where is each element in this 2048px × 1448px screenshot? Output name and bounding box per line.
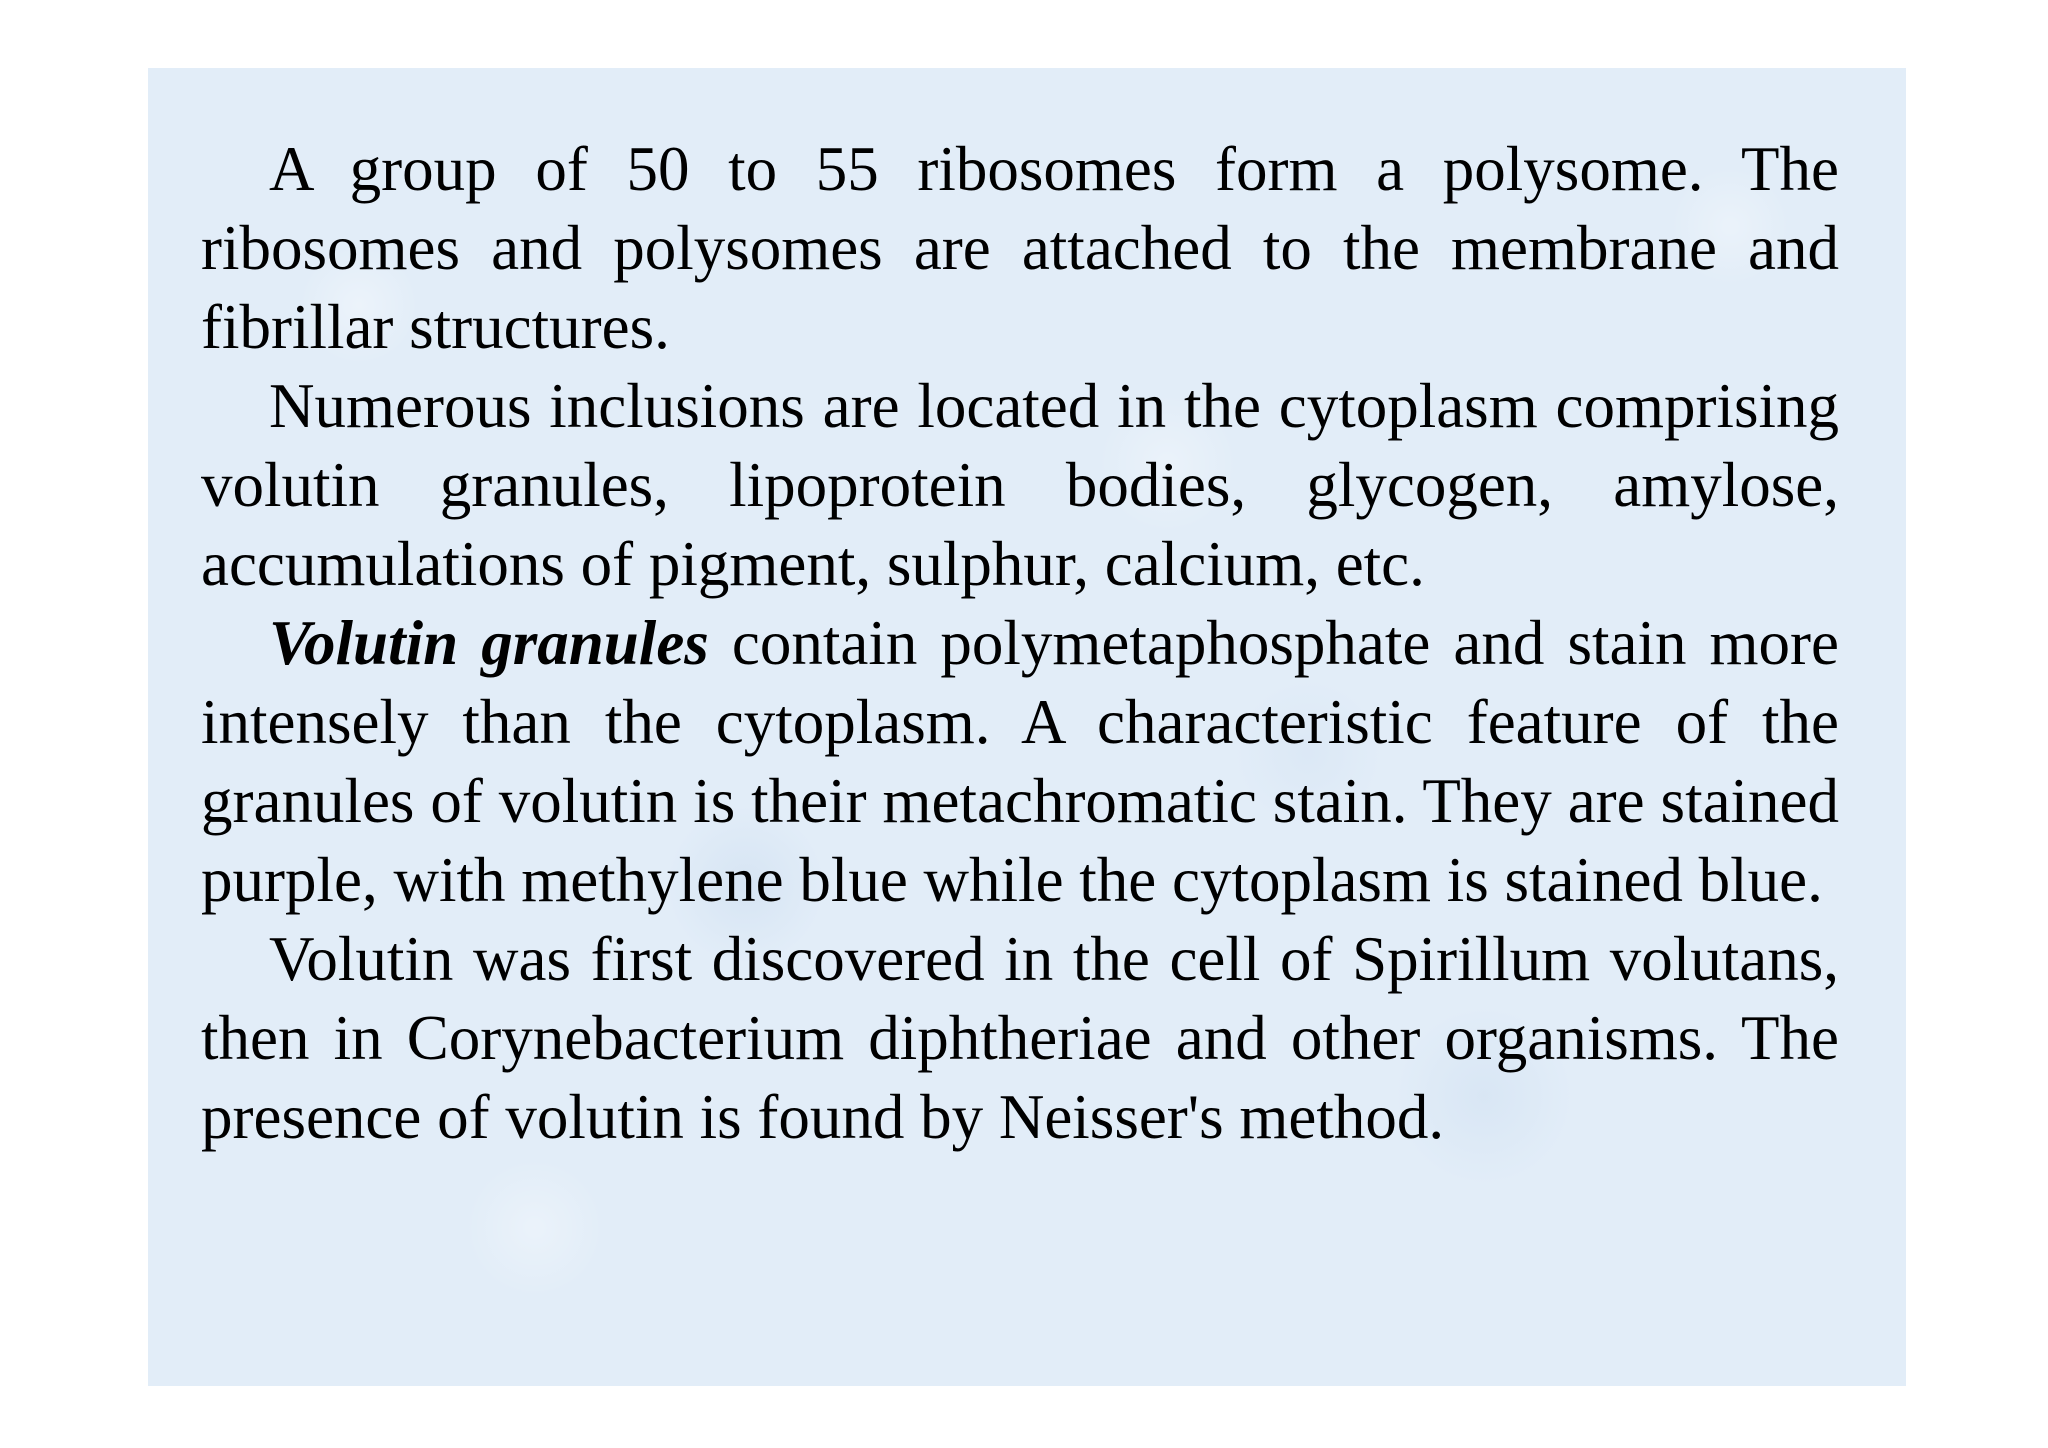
paragraph-volutin-granules-text: contain polymetaphosphate and stain more intensely than the cytoplasm. A characteristic feature of the granules of volutin is their metachromatic stain. They are stained purple, with methylene blue while the cytoplasm is stained blue.: [201, 608, 1839, 915]
paragraph-inclusions-text: Numerous inclusions are located in the cytoplasm comprising volutin granules, lipoprotein bodies, glycogen, amylose, accumulations of pigment, sulphur, calcium, etc.: [201, 371, 1839, 599]
slide-text-body: [201, 130, 1839, 1157]
paragraph-volutin-discovery-text: Volutin was first discovered in the cell of Spirillum volutans, then in Corynebacterium diphtheriae and other organisms. The presence of volutin is found by Neisser's method.: [201, 924, 1839, 1152]
paragraph-volutin-discovery: [201, 920, 1839, 1157]
term-volutin-granules: Volutin granules: [269, 608, 709, 678]
paragraph-polysome: [201, 130, 1839, 367]
paragraph-polysome-text: A group of 50 to 55 ribosomes form a polysome. The ribosomes and polysomes are attached to the membrane and fibrillar structures.: [201, 134, 1839, 362]
slide-background: [148, 68, 1906, 1386]
paragraph-inclusions: [201, 367, 1839, 604]
paragraph-volutin-granules: [201, 604, 1839, 920]
